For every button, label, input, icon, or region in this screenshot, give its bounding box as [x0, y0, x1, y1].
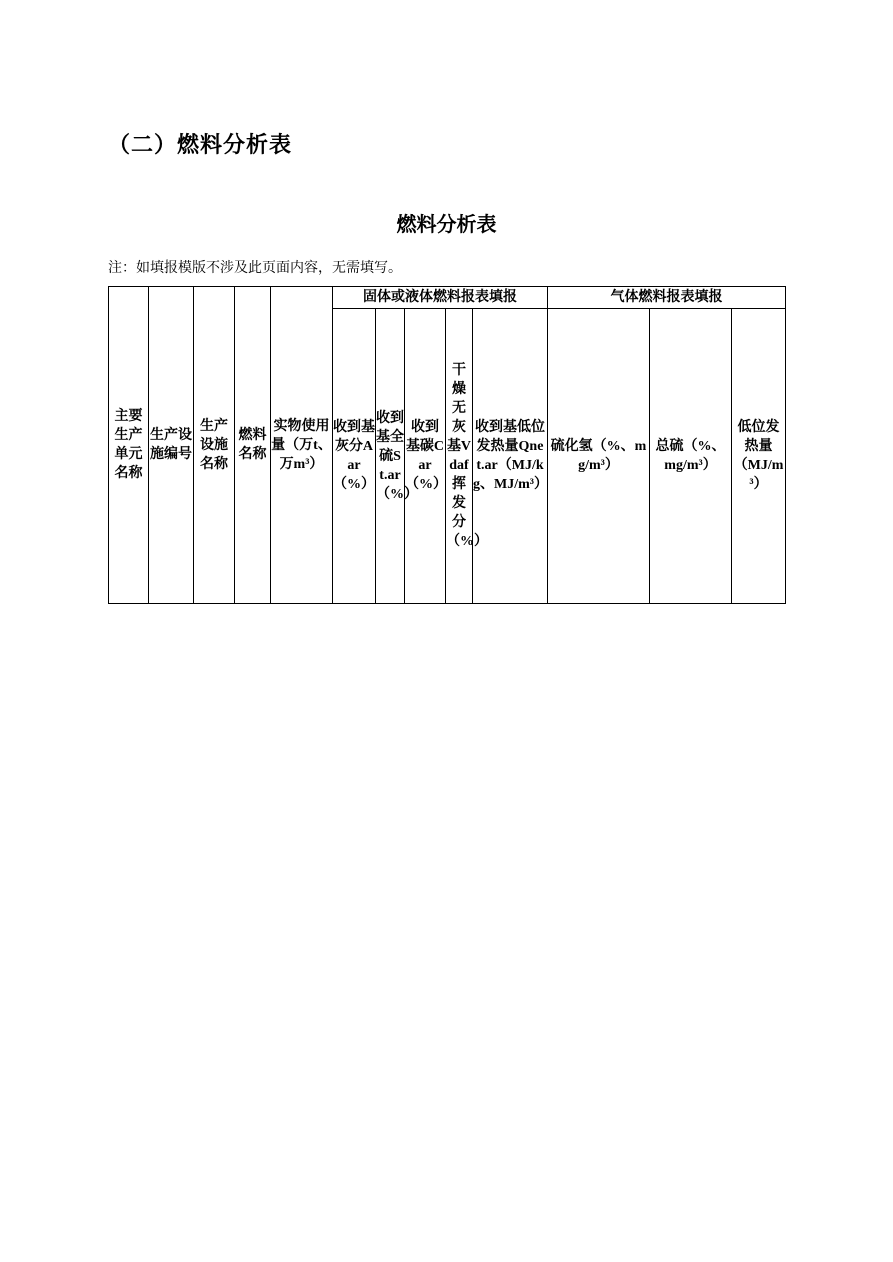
header-carbon-car: 收到基碳Car（%） — [405, 309, 446, 604]
section-heading: （二）燃料分析表 — [108, 132, 293, 157]
header-gas-calorific: 低位发热量（MJ/m³） — [732, 309, 786, 604]
note-text: 注：如填报模版不涉及此页面内容，无需填写。 — [108, 261, 402, 276]
header-main-unit-name: 主要生产单元名称 — [109, 287, 149, 604]
header-facility-id: 生产设施编号 — [149, 287, 194, 604]
header-facility-name: 生产设施名称 — [194, 287, 235, 604]
header-fuel-name: 燃料名称 — [235, 287, 271, 604]
header-group-solid-liquid: 固体或液体燃料报表填报 — [333, 287, 548, 309]
header-group-gas: 气体燃料报表填报 — [548, 287, 786, 309]
header-total-sulfur: 总硫（%、mg/m³） — [650, 309, 732, 604]
table-title: 燃料分析表 — [396, 214, 497, 236]
header-sulfur-star: 收到基全硫St.ar（%） — [376, 309, 405, 604]
header-hydrogen-sulfide: 硫化氢（%、mg/m³） — [548, 309, 650, 604]
header-volatile-vdaf: 干燥无灰基Vdaf挥发分（%） — [446, 309, 473, 604]
header-usage-amount: 实物使用量（万t、万m³） — [271, 287, 333, 604]
header-ash-aar: 收到基灰分Aar（%） — [333, 309, 376, 604]
header-calorific-qnet: 收到基低位发热量Qnet.ar（MJ/kg、MJ/m³） — [473, 309, 548, 604]
fuel-analysis-table — [108, 286, 786, 604]
